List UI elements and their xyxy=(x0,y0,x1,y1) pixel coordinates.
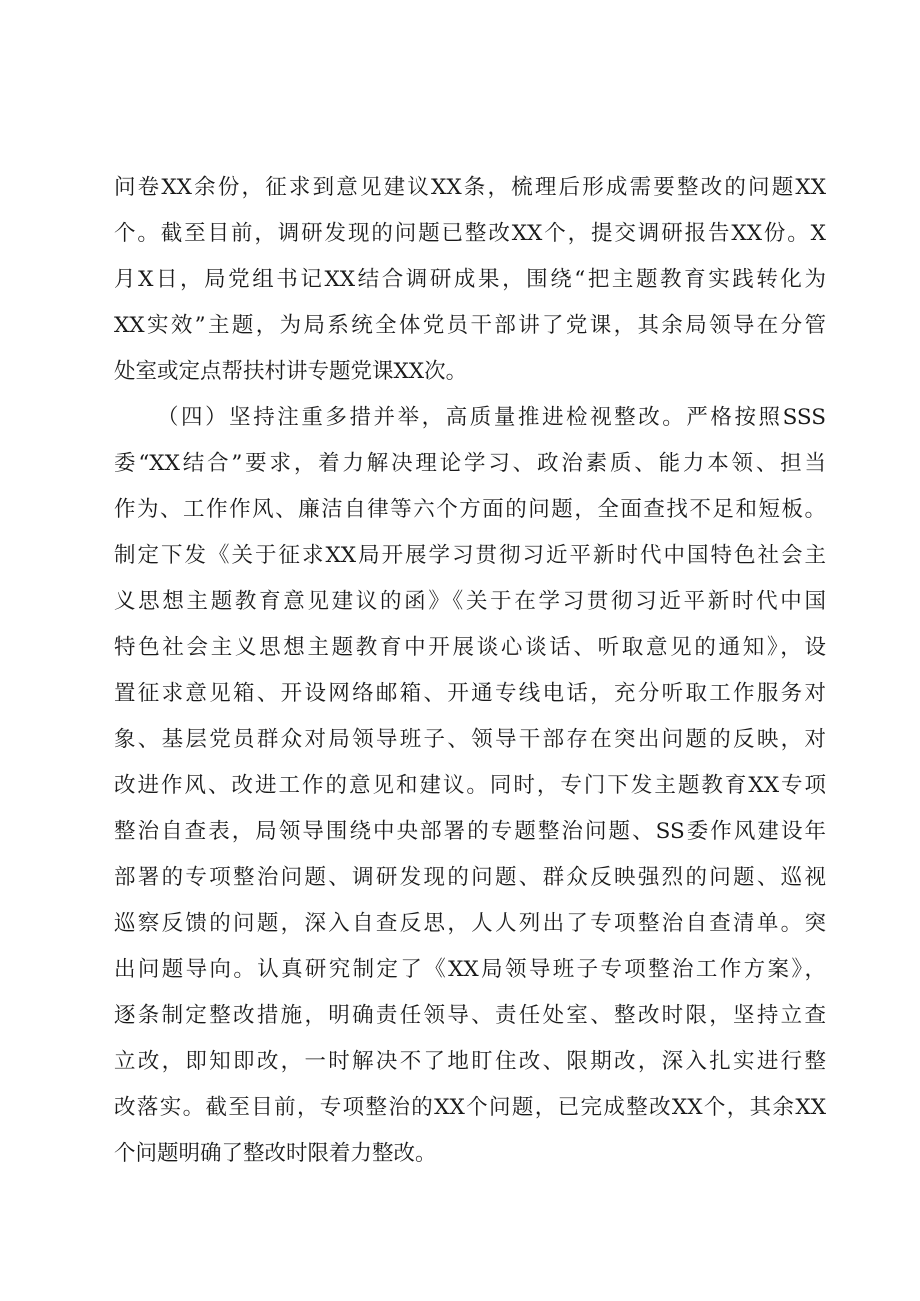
text-line: 委“XX结合”要求，着力解决理论学习、政治素质、能力本领、担当 xyxy=(114,451,826,476)
paragraph-rectification xyxy=(114,395,826,1177)
text-line: 个。截至目前，调研发现的问题已整改XX个，提交调研报告XX份。X xyxy=(114,221,826,246)
text-line: 个问题明确了整改时限着力整改。 xyxy=(114,1141,437,1166)
text-line: XX实效”主题，为局系统全体党员干部讲了党课，其余局领导在分管 xyxy=(114,313,826,338)
text-line: 象、基层党员群众对局领导班子、领导干部存在突出问题的反映，对 xyxy=(114,727,826,752)
text-line: 巡察反馈的问题，深入自查反思，人人列出了专项整治自查清单。突 xyxy=(114,911,826,936)
section-heading-line: （四）坚持注重多措并举，高质量推进检视整改。严格按照SSS xyxy=(157,405,826,430)
text-line: 置征求意见箱、开设网络邮箱、开通专线电话，充分听取工作服务对 xyxy=(114,681,826,706)
text-line: 出问题导向。认真研究制定了《XX局领导班子专项整治工作方案》， xyxy=(114,957,826,982)
text-line: 月X日，局党组书记XX结合调研成果，围绕“把主题教育实践转化为 xyxy=(114,267,826,292)
text-line: 改进作风、改进工作的意见和建议。同时，专门下发主题教育XX专项 xyxy=(114,773,826,798)
text-line: 作为、工作作风、廉洁自律等六个方面的问题，全面查找不足和短板。 xyxy=(114,497,826,522)
text-line: 整治自查表，局领导围绕中央部署的专题整治问题、SS委作风建设年 xyxy=(114,819,826,844)
text-line: 改落实。截至目前，专项整治的XX个问题，已完成整改XX个，其余XX xyxy=(114,1095,826,1120)
paragraph-research-results xyxy=(114,165,826,395)
text-line: 特色社会主义思想主题教育中开展谈心谈话、听取意见的通知》，设 xyxy=(114,635,826,660)
text-line: 义思想主题教育意见建议的函》《关于在学习贯彻习近平新时代中国 xyxy=(114,589,826,614)
text-line: 处室或定点帮扶村讲专题党课XX次。 xyxy=(114,359,468,384)
text-line: 逐条制定整改措施，明确责任领导、责任处室、整改时限，坚持立查 xyxy=(114,1003,826,1028)
text-line: 问卷XX余份，征求到意见建议XX条，梳理后形成需要整改的问题XX xyxy=(114,175,826,200)
text-line: 部署的专项整治问题、调研发现的问题、群众反映强烈的问题、巡视 xyxy=(114,865,826,890)
text-line: 立改，即知即改，一时解决不了地盯住改、限期改，深入扎实进行整 xyxy=(114,1049,826,1074)
text-line: 制定下发《关于征求XX局开展学习贯彻习近平新时代中国特色社会主 xyxy=(114,543,826,568)
